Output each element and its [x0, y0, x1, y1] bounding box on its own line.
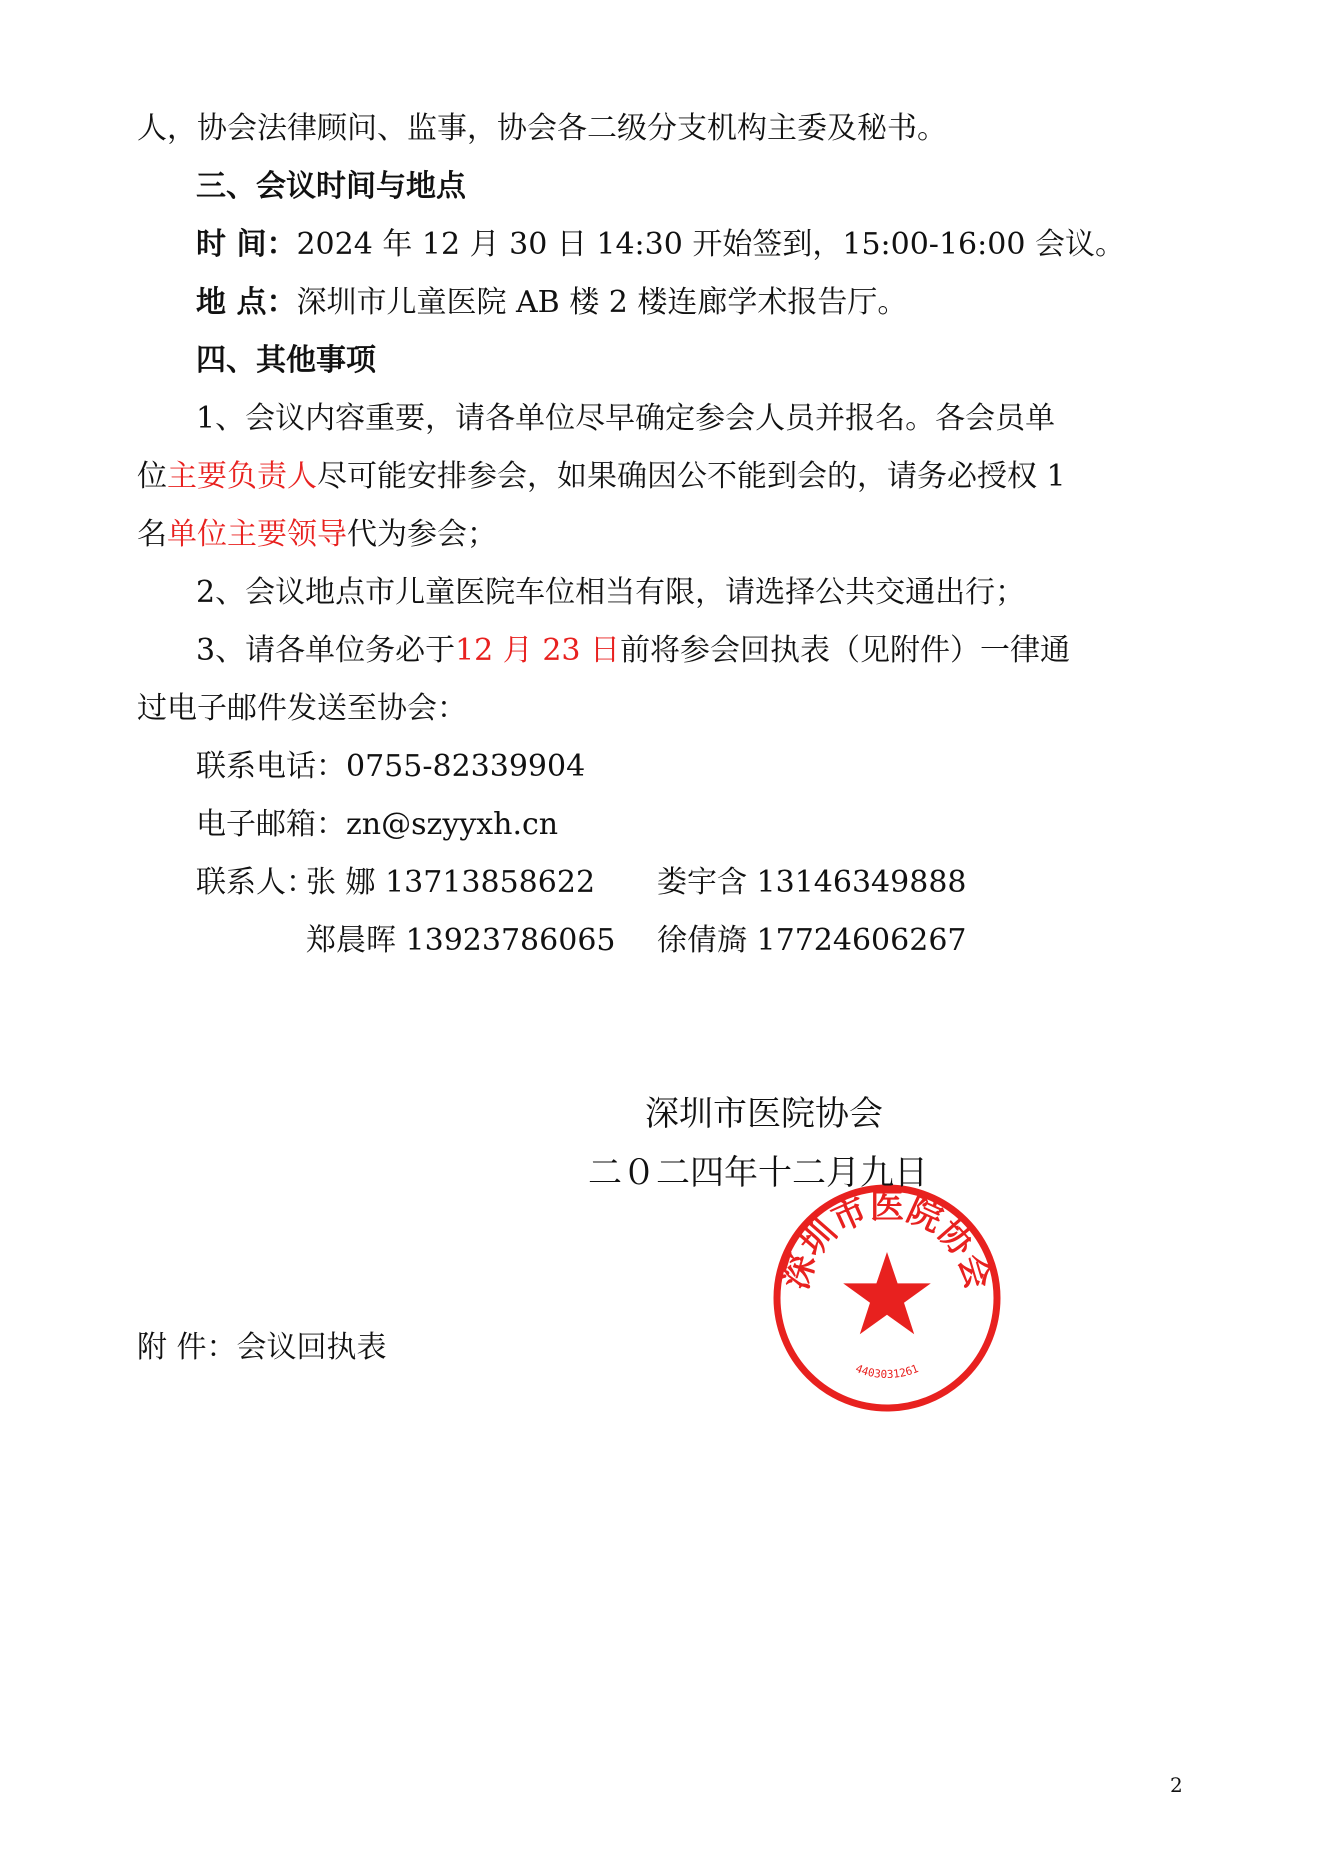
contacts-label: 联系人： [196, 865, 316, 900]
time-label: 时 间： [196, 227, 297, 262]
item3-text: 3、请各单位务必于 [196, 633, 456, 668]
section-heading-time-place: 三、会议时间与地点 [196, 169, 466, 204]
item2-line: 2、会议地点市儿童医院车位相当有限，请选择公共交通出行； [196, 575, 1026, 610]
official-seal [767, 1178, 1007, 1418]
contact-person-1: 张 娜 13713858622 [306, 865, 596, 900]
item1-text: 尽可能安排参会，如果确因公不能到会的，请务必授权 1 [317, 459, 1066, 494]
place-line [196, 283, 907, 323]
time-line [196, 225, 1125, 265]
page-number: 2 [1170, 1773, 1183, 1797]
item1-text: 代为参会； [347, 517, 497, 552]
time-value: 2024 年 12 月 30 日 14:30 开始签到，15:00-16:00 会议。 [296, 227, 1125, 262]
contact-email: 电子邮箱：zn@szyyxh.cn [196, 807, 559, 842]
seal-star-icon [843, 1252, 931, 1334]
item1-line-b [137, 457, 1066, 497]
highlight-deadline: 12 月 23 日 [455, 633, 621, 668]
contact-person-2: 娄宇含 13146349888 [657, 865, 967, 900]
item3-text: 前将参会回执表（见附件）一律通 [620, 633, 1071, 668]
place-value: 深圳市儿童医院 AB 楼 2 楼连廊学术报告厅。 [296, 285, 908, 320]
item1-line-a: 1、会议内容重要，请各单位尽早确定参会人员并报名。各会员单 [196, 401, 1056, 436]
signature-date: 二０二四年十二月九日 [588, 1153, 928, 1193]
contact-phone: 联系电话：0755-82339904 [196, 749, 586, 784]
signature-org: 深圳市医院协会 [645, 1094, 883, 1134]
seal-serial: 4403031261 [853, 1361, 921, 1382]
contact-person-4: 徐倩旖 17724606267 [657, 923, 967, 958]
item3-line-b: 过电子邮件发送至协会： [137, 691, 467, 726]
item1-text: 名 [137, 517, 167, 552]
attachment-line: 附 件：会议回执表 [137, 1330, 387, 1365]
item1-line-c [137, 515, 497, 555]
highlight-main-responsible: 主要负责人 [167, 459, 317, 494]
item1-text: 位 [137, 459, 167, 494]
item3-line-a [196, 631, 1070, 671]
place-label: 地 点： [196, 285, 297, 320]
highlight-unit-leader: 单位主要领导 [167, 517, 347, 552]
seal-text: 深圳市医院协会 [775, 1187, 999, 1294]
paragraph-line: 人，协会法律顾问、监事，协会各二级分支机构主委及秘书。 [137, 111, 947, 146]
contact-person-3: 郑晨晖 13923786065 [306, 923, 616, 958]
section-heading-other: 四、其他事项 [196, 343, 376, 378]
